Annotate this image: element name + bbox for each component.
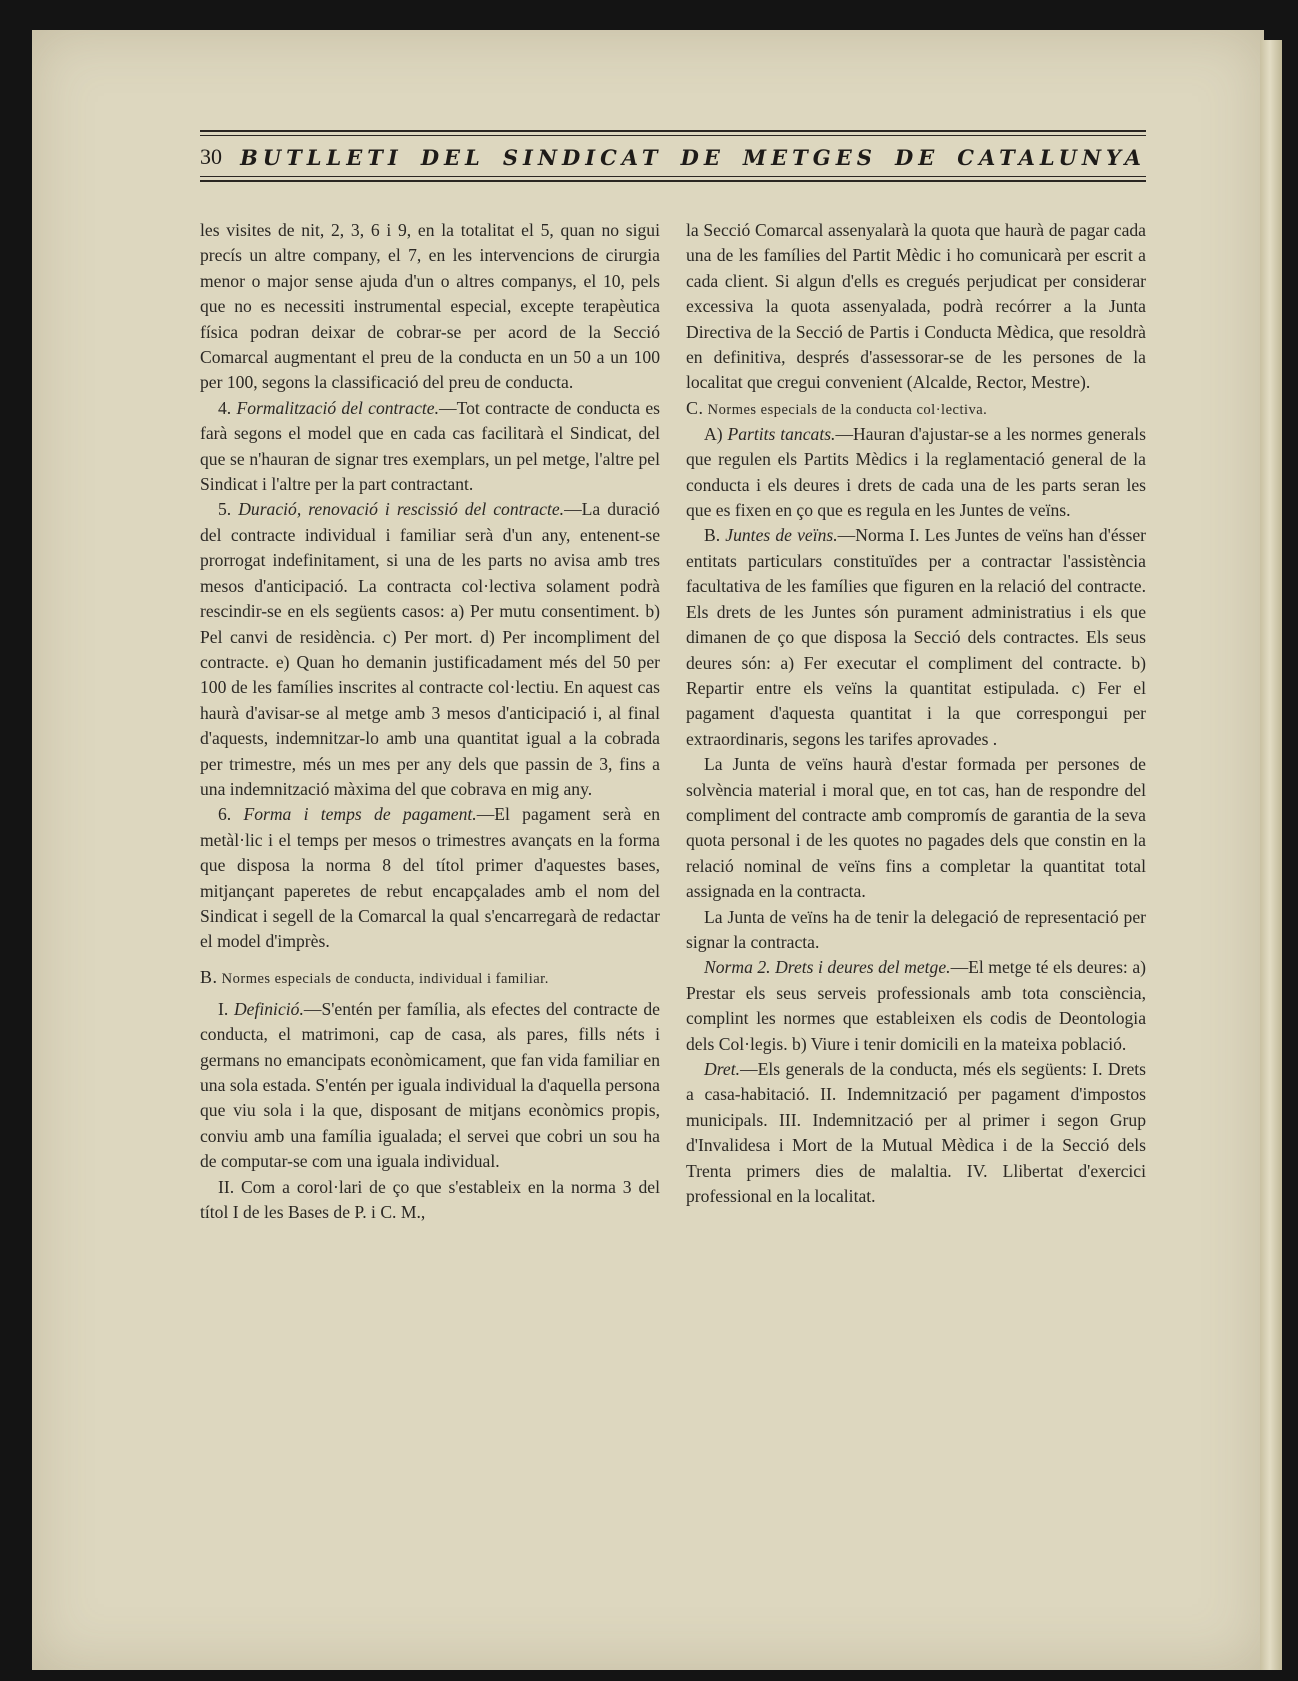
header-rule-bottom-thin bbox=[200, 176, 1146, 177]
header-word: DE bbox=[680, 144, 725, 170]
section-heading bbox=[686, 396, 1146, 422]
paragraph: La Junta de veïns haurà d'estar formada per persones de solvència material i moral que, en tot cas, han de respondre del compliment del contracte amb compromís de garantia de la seva quota personal i de les quotes no pagades dels que constin en la relació nominal de veïns fins a completar la quantitat total assignada en la contracta. bbox=[686, 754, 1146, 902]
paragraph bbox=[686, 955, 1146, 1057]
item-title: Duració, renovació i rescissió del contracte. bbox=[238, 499, 565, 520]
item-text: —La duració del contracte individual i familiar serà d'un any, entenent-se prorrogat indefinitament, si una de les parts no avisa amb tres mesos d'anticipació. La contracta col·lectiva solament podrà rescindir-se en els següents casos: a) Per mutu consentiment. b) Pel canvi de residència. c) Per mort. d) Per incompliment del contracte. e) Quan ho demanin justificadament més del 50 per 100 de les famílies inscrites al contracte col·lectiu. En aquest cas haurà d'avisar-se al metge amb 3 mesos d'anticipació i, al final d'aquests, indemnitzar-lo amb una quantitat igual a la cobrada per trimestre, més un mes per any dels que passin de 3, fins a una indemnització màxima del que cobrava en mig any. bbox=[200, 499, 660, 799]
item-title: Formalització del contracte. bbox=[236, 397, 439, 418]
item-number: 4. bbox=[218, 397, 232, 418]
book-spine-edge bbox=[1260, 40, 1282, 1670]
paragraph: La Junta de veïns ha de tenir la delegació de representació per signar la contracta. bbox=[686, 906, 1146, 952]
header-rule-top bbox=[200, 130, 1146, 132]
item-label: B. bbox=[704, 525, 721, 546]
page-number: 30 bbox=[200, 144, 222, 169]
item-number: 6. bbox=[218, 804, 232, 825]
item-number: 5. bbox=[218, 499, 232, 520]
section-title: Normes especials de conducta, individual i familiar. bbox=[221, 970, 549, 987]
item-text: —Hauran d'ajustar-se a les normes generals que regulen els Partits Mèdics i la reglamentació general de la conducta i els deures i drets de cada una de les parts seran les que es fixen en ço que es regula en les Juntes de veïns. bbox=[686, 423, 1146, 521]
item-title: Forma i temps de pagament. bbox=[243, 804, 477, 825]
item-text: —El metge té els deures: a) Prestar els seus serveis professionals amb tota consciència, complint les normes que estableixen els codis de Deontologia dels Col·legis. b) Viure i tenir domicili en la mateixa població. bbox=[686, 957, 1146, 1054]
item-title: Partits tancats. bbox=[727, 423, 836, 444]
item-title: Dret. bbox=[704, 1059, 740, 1079]
item-text: —Els generals de la conducta, més els següents: I. Drets a casa-habitació. II. Indemnització per pagament d'impostos municipals. III. Indemnització per al primer i segon Grup d'Invalidesa i Mort de la Mutual Mèdica i de la Secció dels Trenta primers dies de malaltia. IV. Llibertat d'exercici professional en la localitat. bbox=[686, 1059, 1146, 1207]
header-text bbox=[200, 143, 1146, 171]
left-column bbox=[200, 218, 660, 1225]
paragraph bbox=[686, 422, 1146, 524]
section-letter: B. bbox=[200, 966, 218, 987]
item-text: —Norma I. Les Juntes de veïns han d'ésser entitats particulars constituïdes per a contractar l'assistència facultativa de les famílies que figuren en la relació del contracte. Els drets de les Juntes són purament administratius i els que dimanen de ço que disposa la Secció dels contractes. Els seus deures són: a) Fer executar el compliment del contracte. b) Repartir entre els veïns la quantitat estipulada. c) Fer el pagament d'aquesta quantitat i la que correspongui per extraordinaris, segons les tarifes aprovades . bbox=[686, 525, 1146, 749]
section-heading bbox=[200, 965, 660, 991]
item-title: Norma 2. Drets i deures del metge. bbox=[704, 957, 951, 978]
header-rule-top-thin bbox=[200, 135, 1146, 136]
header-word: SINDICAT bbox=[502, 144, 663, 170]
header-word: DE bbox=[894, 144, 940, 170]
paragraph bbox=[200, 997, 660, 1175]
item-title: Definició. bbox=[233, 998, 304, 1019]
section-letter: C. bbox=[686, 397, 704, 418]
header-rule-bottom bbox=[200, 180, 1146, 182]
paragraph bbox=[200, 802, 660, 954]
item-text: —Tot contracte de conducta es farà segons el model que en cada cas facilitarà el Sindicat, del que se n'hauran de signar tres exemplars, un pel metge, l'altre pel Sindicat i l'altre per la part contractant. bbox=[200, 397, 660, 495]
item-number: I. bbox=[218, 998, 229, 1019]
paragraph: la Secció Comarcal assenyalarà la quota que haurà de pagar cada una de les famílies del Partit Mèdic i ho comunicarà per escrit a cada client. Si algun d'ells es cregués perjudicat per considerar excessiva la quota assenyalada, podrà recórrer a la Junta Directiva de la Secció de Partis i Conducta Mèdica, que resoldrà en definitiva, després d'assessorar-se de les persones de la localitat que cregui convenient (Alcalde, Rector, Mestre). bbox=[686, 220, 1146, 393]
paragraph bbox=[200, 497, 660, 802]
header-word: BUTLLETI bbox=[240, 144, 403, 170]
header-word: CATALUNYA bbox=[957, 144, 1146, 170]
section-title: Normes especials de la conducta col·lectiva. bbox=[707, 401, 988, 418]
item-label: A) bbox=[704, 423, 723, 444]
item-title: Juntes de veïns. bbox=[725, 525, 838, 546]
item-text: —El pagament serà en metàl·lic i el temps per mesos o trimestres avançats en la forma que disposa la norma 8 del títol primer d'aquestes bases, mitjançant paperetes de rebut encapçalades amb el nom del Sindicat i segell de la Comarcal la qual s'encarregarà de redactar el model d'imprès. bbox=[200, 804, 660, 952]
paragraph: les visites de nit, 2, 3, 6 i 9, en la totalitat el 5, quan no sigui precís un altre company, el 7, en les intervencions de cirurgia menor o major sense ajuda d'un o altres companys, el 10, pels que no es necessiti instrumental especial, excepte terapèutica física podran deixar de cobrar-se per acord de la Secció Comarcal augmentant el preu de la conducta en un 50 a un 100 per 100, segons la classificació del preu de conducta. bbox=[200, 220, 660, 393]
header-word: DEL bbox=[420, 144, 485, 170]
running-header bbox=[200, 130, 1146, 182]
paragraph bbox=[686, 1057, 1146, 1209]
paragraph bbox=[686, 523, 1146, 752]
paragraph bbox=[200, 396, 660, 498]
right-column bbox=[686, 218, 1146, 1209]
header-word: METGES bbox=[742, 144, 877, 170]
paragraph: II. Com a corol·lari de ço que s'estableix en la norma 3 del títol I de les Bases de P. i C. M., bbox=[200, 1176, 660, 1223]
item-text: —S'entén per família, als efectes del contracte de conducta, el matrimoni, cap de casa, als pares, fills néts i germans no emancipats econòmicament, que fan vida familiar en una sola estada. S'entén per iguala individual la d'aquella persona que viu sola i la que, disposant de mitjans econòmics propis, conviu amb una família igualada; el servei que cobri un sou ha de computar-se com una iguala individual. bbox=[200, 998, 660, 1172]
